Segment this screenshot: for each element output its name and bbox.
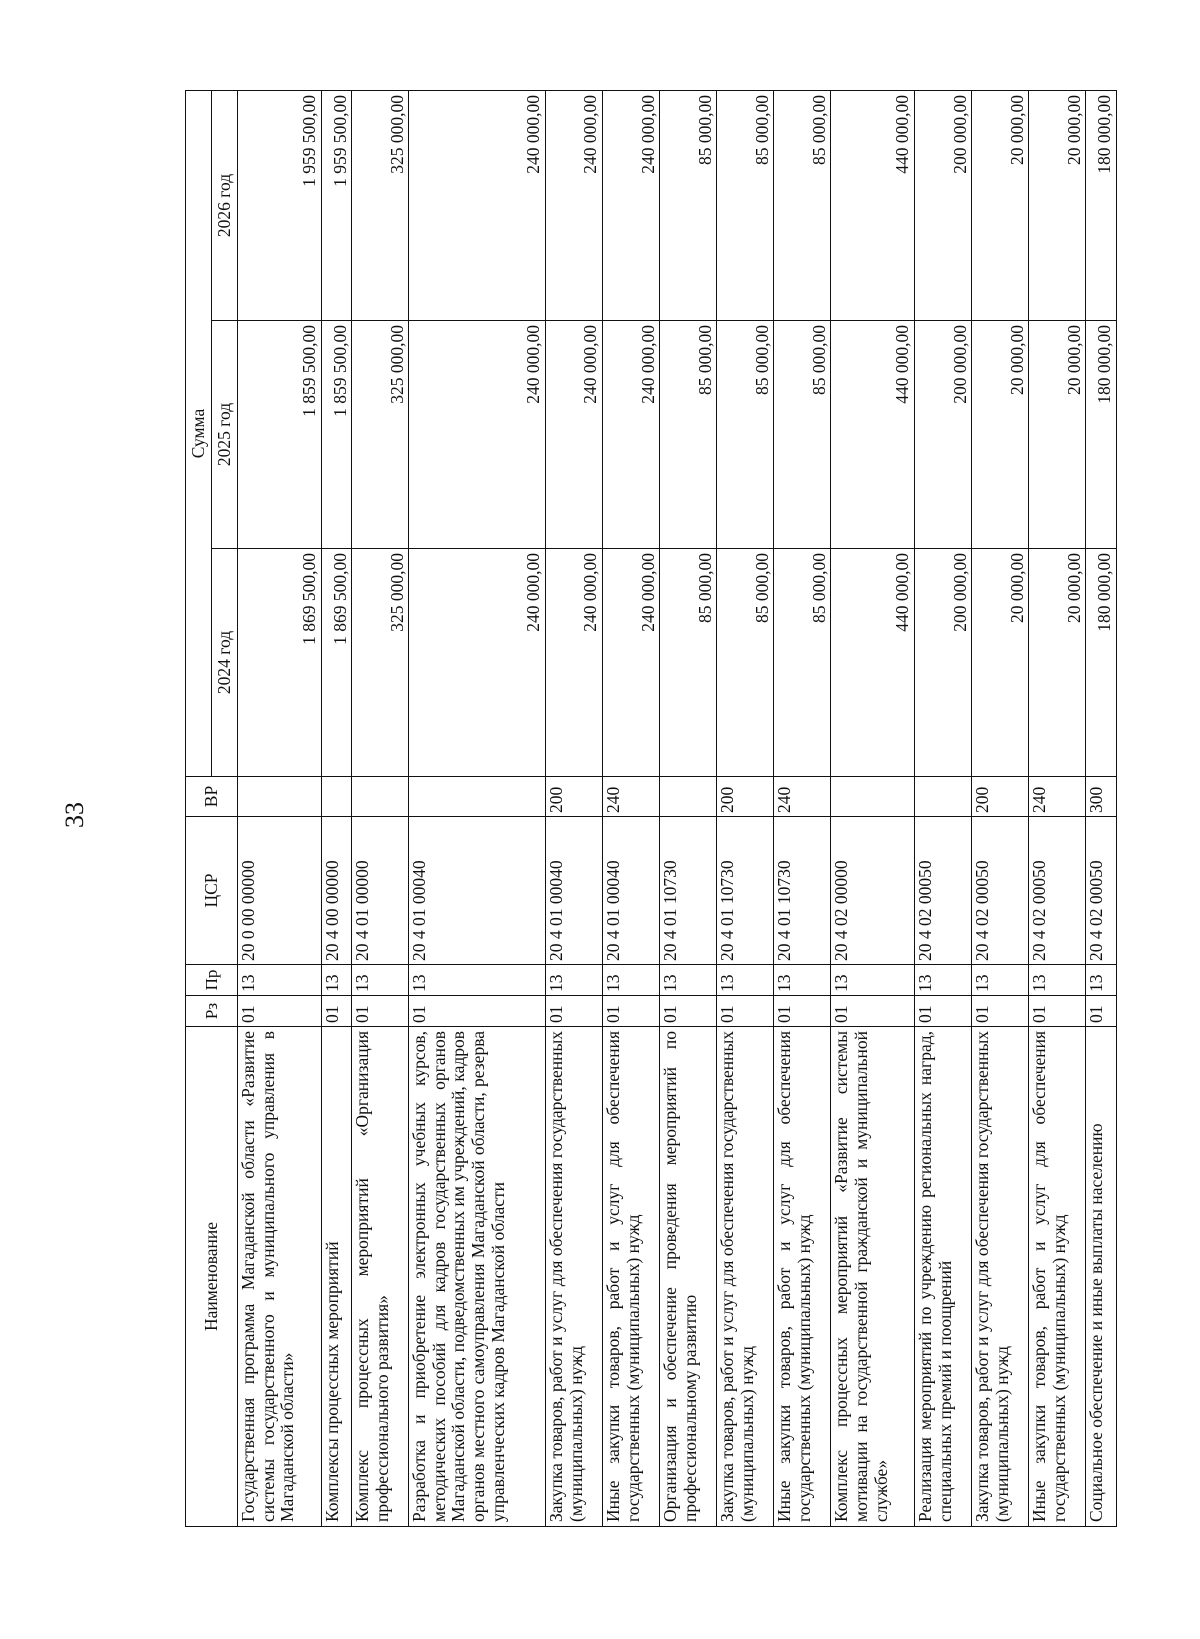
cell-csr: 20 4 00 00000 (321, 817, 352, 965)
cell-vr (915, 777, 972, 817)
cell-y2025: 1 859 500,00 (321, 321, 352, 549)
cell-y2025: 240 000,00 (545, 321, 602, 549)
cell-vr (352, 777, 409, 817)
cell-y2026: 20 000,00 (1029, 90, 1086, 320)
cell-vr: 240 (1029, 777, 1086, 817)
cell-y2024: 85 000,00 (660, 549, 717, 777)
cell-y2026: 85 000,00 (717, 90, 774, 320)
cell-name: Комплексы процессных мероприятий (321, 1027, 352, 1527)
cell-rz: 01 (409, 996, 546, 1027)
header-row-1 (186, 90, 212, 1526)
cell-rz: 01 (603, 996, 660, 1027)
cell-y2026: 20 000,00 (972, 90, 1029, 320)
cell-y2025: 325 000,00 (352, 321, 409, 549)
cell-name: Иные закупки товаров, работ и услуг для обеспечения государственных (муниципальных) нужд (603, 1027, 660, 1527)
cell-vr (238, 777, 322, 817)
cell-y2024: 85 000,00 (717, 549, 774, 777)
cell-pr: 13 (972, 965, 1029, 996)
cell-name: Комплекс процессных мероприятий «Организация профессионального развития» (352, 1027, 409, 1527)
header-pr: Пр (186, 965, 238, 996)
cell-csr: 20 4 02 00050 (1086, 817, 1117, 965)
cell-pr: 13 (603, 965, 660, 996)
cell-rz: 01 (660, 996, 717, 1027)
cell-csr: 20 4 02 00000 (831, 817, 915, 965)
cell-pr: 13 (774, 965, 831, 996)
cell-y2025: 240 000,00 (603, 321, 660, 549)
table-row (321, 90, 352, 1526)
cell-pr: 13 (915, 965, 972, 996)
cell-csr: 20 4 01 00000 (352, 817, 409, 965)
cell-vr: 200 (717, 777, 774, 817)
header-2026: 2026 год (212, 90, 238, 320)
cell-csr: 20 4 01 10730 (660, 817, 717, 965)
cell-name: Социальное обеспечение и иные выплаты населению (1086, 1027, 1117, 1527)
cell-pr: 13 (660, 965, 717, 996)
cell-name: Реализация мероприятий по учреждению региональных наград, специальных премий и поощрений (915, 1027, 972, 1527)
table-body (238, 90, 1117, 1526)
cell-rz: 01 (545, 996, 602, 1027)
cell-rz: 01 (972, 996, 1029, 1027)
cell-pr: 13 (831, 965, 915, 996)
cell-name: Государственная программа Магаданской области «Развитие системы государственного и муниципального управления в Магаданской области» (238, 1027, 322, 1527)
cell-vr: 240 (603, 777, 660, 817)
cell-y2024: 240 000,00 (545, 549, 602, 777)
cell-rz: 01 (352, 996, 409, 1027)
cell-y2026: 180 000,00 (1086, 90, 1117, 320)
header-vr: ВР (186, 777, 238, 817)
cell-name: Закупка товаров, работ и услуг для обеспечения государственных (муниципальных) нужд (717, 1027, 774, 1527)
header-2024: 2024 год (212, 549, 238, 777)
cell-vr (409, 777, 546, 817)
cell-name: Закупка товаров, работ и услуг для обеспечения государственных (муниципальных) нужд (972, 1027, 1029, 1527)
cell-csr: 20 4 02 00050 (1029, 817, 1086, 965)
cell-y2026: 200 000,00 (915, 90, 972, 320)
cell-y2024: 325 000,00 (352, 549, 409, 777)
cell-csr: 20 4 01 10730 (717, 817, 774, 965)
header-csr: ЦСР (186, 817, 238, 965)
cell-pr: 13 (717, 965, 774, 996)
cell-y2025: 240 000,00 (409, 321, 546, 549)
table-row (915, 90, 972, 1526)
cell-y2024: 200 000,00 (915, 549, 972, 777)
cell-y2024: 20 000,00 (1029, 549, 1086, 777)
cell-csr: 20 0 00 00000 (238, 817, 322, 965)
cell-vr (660, 777, 717, 817)
cell-name: Комплекс процессных мероприятий «Развитие системы мотивации на государственной гражданской и муниципальной службе» (831, 1027, 915, 1527)
header-2025: 2025 год (212, 321, 238, 549)
cell-name: Организация и обеспечение проведения мероприятий по профессиональному развитию (660, 1027, 717, 1527)
cell-y2026: 1 959 500,00 (238, 90, 322, 320)
cell-vr: 240 (774, 777, 831, 817)
cell-vr: 300 (1086, 777, 1117, 817)
table-row (774, 90, 831, 1526)
cell-y2024: 180 000,00 (1086, 549, 1117, 777)
cell-rz: 01 (238, 996, 322, 1027)
table-row (409, 90, 546, 1526)
cell-rz: 01 (774, 996, 831, 1027)
table-row (717, 90, 774, 1526)
cell-pr: 13 (1029, 965, 1086, 996)
rotated-table-wrapper (185, 91, 1117, 1527)
cell-pr: 13 (1086, 965, 1117, 996)
header-rz: Рз (186, 996, 238, 1027)
budget-table (185, 90, 1117, 1527)
cell-y2024: 440 000,00 (831, 549, 915, 777)
table-row (1086, 90, 1117, 1526)
cell-pr: 13 (409, 965, 546, 996)
cell-rz: 01 (717, 996, 774, 1027)
table-row (603, 90, 660, 1526)
table-row (545, 90, 602, 1526)
cell-rz: 01 (915, 996, 972, 1027)
cell-y2024: 1 869 500,00 (321, 549, 352, 777)
cell-vr (831, 777, 915, 817)
header-name: Наименование (186, 1027, 238, 1527)
cell-vr: 200 (972, 777, 1029, 817)
cell-name: Разработка и приобретение электронных учебных курсов, методических пособий для кадров государственных органов Магаданской области, подведомственных им учреждений, кадров органов местного самоуправления Магаданской области, резерва управленческих кадров Магаданской области (409, 1027, 546, 1527)
table-row (972, 90, 1029, 1526)
cell-name: Иные закупки товаров, работ и услуг для обеспечения государственных (муниципальных) нужд (1029, 1027, 1086, 1527)
cell-y2026: 240 000,00 (409, 90, 546, 320)
cell-name: Иные закупки товаров, работ и услуг для обеспечения государственных (муниципальных) нужд (774, 1027, 831, 1527)
cell-y2025: 85 000,00 (774, 321, 831, 549)
cell-csr: 20 4 01 00040 (603, 817, 660, 965)
cell-y2026: 240 000,00 (603, 90, 660, 320)
cell-y2024: 240 000,00 (603, 549, 660, 777)
table-row (352, 90, 409, 1526)
cell-name: Закупка товаров, работ и услуг для обеспечения государственных (муниципальных) нужд (545, 1027, 602, 1527)
table-row (238, 90, 322, 1526)
table-row (660, 90, 717, 1526)
cell-y2026: 85 000,00 (774, 90, 831, 320)
cell-vr: 200 (545, 777, 602, 817)
cell-csr: 20 4 01 00040 (545, 817, 602, 965)
cell-y2026: 85 000,00 (660, 90, 717, 320)
cell-y2025: 85 000,00 (717, 321, 774, 549)
cell-y2024: 1 869 500,00 (238, 549, 322, 777)
cell-rz: 01 (1086, 996, 1117, 1027)
cell-rz: 01 (831, 996, 915, 1027)
cell-pr: 13 (238, 965, 322, 996)
cell-rz: 01 (1029, 996, 1086, 1027)
cell-csr: 20 4 01 10730 (774, 817, 831, 965)
cell-csr: 20 4 02 00050 (915, 817, 972, 965)
cell-y2025: 20 000,00 (1029, 321, 1086, 549)
cell-y2025: 1 859 500,00 (238, 321, 322, 549)
cell-y2025: 20 000,00 (972, 321, 1029, 549)
cell-csr: 20 4 01 00040 (409, 817, 546, 965)
cell-csr: 20 4 02 00050 (972, 817, 1029, 965)
cell-y2026: 240 000,00 (545, 90, 602, 320)
cell-rz: 01 (321, 996, 352, 1027)
cell-y2025: 180 000,00 (1086, 321, 1117, 549)
page-number: 33 (60, 802, 89, 828)
cell-y2024: 20 000,00 (972, 549, 1029, 777)
cell-y2026: 1 959 500,00 (321, 90, 352, 320)
cell-y2025: 85 000,00 (660, 321, 717, 549)
cell-vr (321, 777, 352, 817)
cell-y2026: 325 000,00 (352, 90, 409, 320)
cell-y2026: 440 000,00 (831, 90, 915, 320)
cell-pr: 13 (352, 965, 409, 996)
cell-pr: 13 (321, 965, 352, 996)
cell-pr: 13 (545, 965, 602, 996)
cell-y2025: 440 000,00 (831, 321, 915, 549)
cell-y2024: 240 000,00 (409, 549, 546, 777)
cell-y2024: 85 000,00 (774, 549, 831, 777)
header-sum: Сумма (186, 90, 212, 776)
cell-y2025: 200 000,00 (915, 321, 972, 549)
table-row (1029, 90, 1086, 1526)
table-row (831, 90, 915, 1526)
